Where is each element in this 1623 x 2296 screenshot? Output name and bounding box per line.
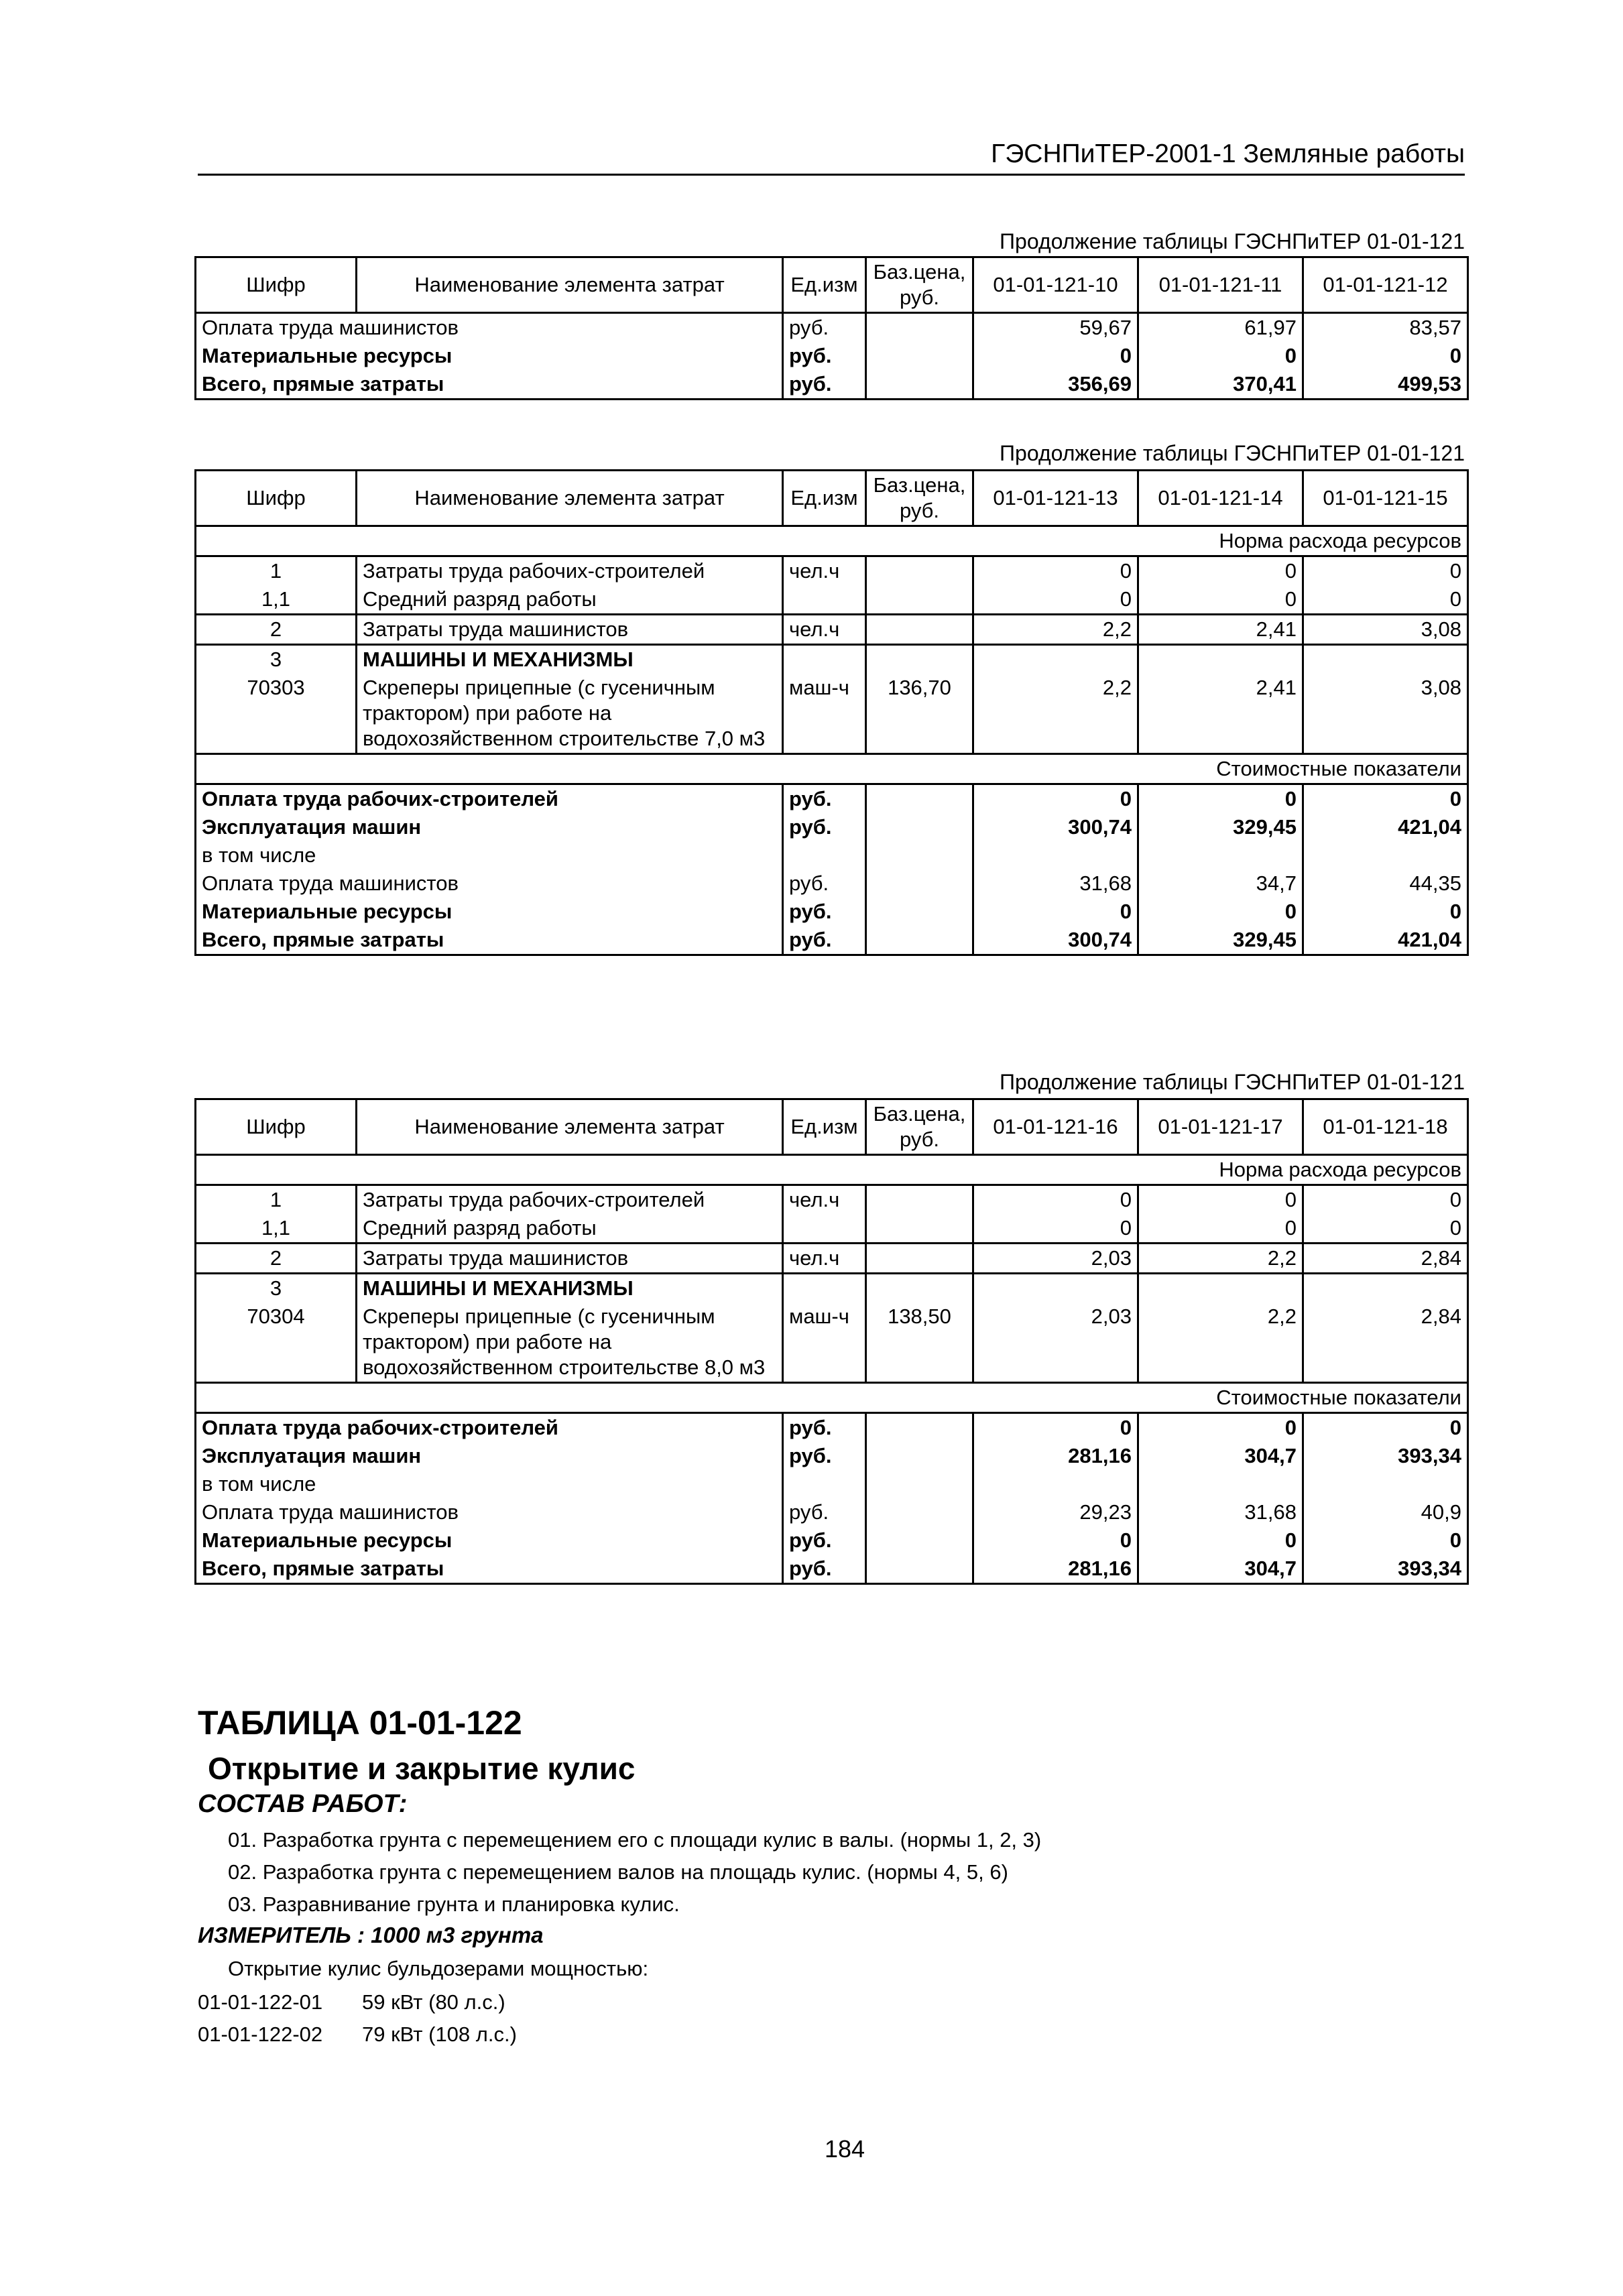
col-price-header: Баз.цена, руб. — [866, 471, 973, 526]
col-code-header: Шифр — [196, 1099, 357, 1155]
page-number: 184 — [824, 2135, 865, 2163]
norm-description: 59 кВт (80 л.с.) — [362, 1990, 505, 2014]
section-costs-label: Стоимостные показатели — [196, 1383, 1468, 1413]
norm-code: 01-01-122-02 — [198, 2022, 323, 2046]
meter-label: ИЗМЕРИТЕЛЬ : 1000 м3 грунта — [198, 1923, 544, 1947]
table-row: в том числе — [196, 1470, 1468, 1498]
table-row: Всего, прямые затраты руб. 356,69 370,41 499,53 — [196, 370, 1468, 400]
table2-continuation: Продолжение таблицы ГЭСНПиТЕР 01-01-121 — [1000, 441, 1465, 465]
col-name-header: Наименование элемента затрат — [357, 471, 783, 526]
table1-continuation: Продолжение таблицы ГЭСНПиТЕР 01-01-121 — [1000, 229, 1465, 253]
norm-code: 01-01-122-01 — [198, 1990, 323, 2014]
section-costs-label: Стоимостные показатели — [196, 754, 1468, 784]
table-row: в том числе — [196, 841, 1468, 869]
table-row: Эксплуатация машин руб. 281,16 304,7 393,34 — [196, 1442, 1468, 1470]
table-row: Оплата труда машинистов руб. 59,67 61,97 83,57 — [196, 313, 1468, 343]
section-title: ТАБЛИЦА 01-01-122 — [198, 1704, 522, 1742]
work-item: 01. Разработка грунта с перемещением его с площади кулис в валы. (нормы 1, 2, 3) — [228, 1828, 1042, 1852]
col-code-3: 01-01-121-12 — [1303, 257, 1468, 313]
col-code-header: Шифр — [196, 257, 357, 313]
col-unit-header: Ед.изм — [783, 1099, 866, 1155]
table-row: Оплата труда рабочих-строителей руб. 0 0 0 — [196, 784, 1468, 814]
col-code-2: 01-01-121-11 — [1138, 257, 1303, 313]
table3-continuation: Продолжение таблицы ГЭСНПиТЕР 01-01-121 — [1000, 1070, 1465, 1094]
table-row: 1,1 Средний разряд работы 0 0 0 — [196, 1214, 1468, 1244]
col-code-1: 01-01-121-10 — [973, 257, 1138, 313]
section-norms-label: Норма расхода ресурсов — [196, 1155, 1468, 1185]
col-code-1: 01-01-121-16 — [973, 1099, 1138, 1155]
table-row: Оплата труда машинистов руб. 29,23 31,68 40,9 — [196, 1498, 1468, 1526]
col-unit-header: Ед.изм — [783, 257, 866, 313]
col-price-header: Баз.цена, руб. — [866, 257, 973, 313]
table-row: 1 Затраты труда рабочих-строителей чел.ч 0 0 0 — [196, 556, 1468, 586]
composition-heading: СОСТАВ РАБОТ: — [198, 1790, 408, 1818]
table-row: Материальные ресурсы руб. 0 0 0 — [196, 1526, 1468, 1555]
table-row: 3 МАШИНЫ И МЕХАНИЗМЫ — [196, 1274, 1468, 1303]
col-code-2: 01-01-121-14 — [1138, 471, 1303, 526]
table-row: Всего, прямые затраты руб. 281,16 304,7 393,34 — [196, 1555, 1468, 1584]
col-unit-header: Ед.изм — [783, 471, 866, 526]
table-row: Материальные ресурсы руб. 0 0 0 — [196, 342, 1468, 370]
table-row: Оплата труда машинистов руб. 31,68 34,7 44,35 — [196, 869, 1468, 898]
col-price-header: Баз.цена, руб. — [866, 1099, 973, 1155]
table-row: 2 Затраты труда машинистов чел.ч 2,03 2,2 2,84 — [196, 1244, 1468, 1274]
page-header: ГЭСНПиТЕР-2001-1 Земляные работы — [198, 137, 1465, 176]
work-item: 02. Разработка грунта с перемещением валов на площадь кулис. (нормы 4, 5, 6) — [228, 1860, 1008, 1884]
intro-text: Открытие кулис бульдозерами мощностью: — [228, 1957, 649, 1980]
table1 — [194, 256, 1469, 400]
table-row: 1,1 Средний разряд работы 0 0 0 — [196, 585, 1468, 615]
table3 — [194, 1098, 1469, 1585]
table-row: Оплата труда рабочих-строителей руб. 0 0 0 — [196, 1413, 1468, 1443]
section-subtitle: Открытие и закрытие кулис — [208, 1751, 636, 1786]
col-code-1: 01-01-121-13 — [973, 471, 1138, 526]
table-row: Материальные ресурсы руб. 0 0 0 — [196, 898, 1468, 926]
table-row: 2 Затраты труда машинистов чел.ч 2,2 2,41 3,08 — [196, 615, 1468, 645]
col-name-header: Наименование элемента затрат — [357, 257, 783, 313]
table-row: 70303 Скреперы прицепные (с гусеничным трактором) при работе на водохозяйственном строительстве 7,0 м3 маш-ч 136,70 2,2 2,41 3,08 — [196, 674, 1468, 754]
table-row: Эксплуатация машин руб. 300,74 329,45 421,04 — [196, 813, 1468, 841]
col-code-header: Шифр — [196, 471, 357, 526]
table2 — [194, 469, 1469, 956]
col-code-3: 01-01-121-15 — [1303, 471, 1468, 526]
col-code-2: 01-01-121-17 — [1138, 1099, 1303, 1155]
col-code-3: 01-01-121-18 — [1303, 1099, 1468, 1155]
norm-description: 79 кВт (108 л.с.) — [362, 2022, 517, 2046]
col-name-header: Наименование элемента затрат — [357, 1099, 783, 1155]
work-item: 03. Разравнивание грунта и планировка кулис. — [228, 1892, 680, 1916]
section-norms-label: Норма расхода ресурсов — [196, 526, 1468, 556]
table-row: 70304 Скреперы прицепные (с гусеничным трактором) при работе на водохозяйственном строительстве 8,0 м3 маш-ч 138,50 2,03 2,2 2,84 — [196, 1303, 1468, 1383]
table-row: 1 Затраты труда рабочих-строителей чел.ч 0 0 0 — [196, 1185, 1468, 1215]
table-row: Всего, прямые затраты руб. 300,74 329,45 421,04 — [196, 926, 1468, 955]
table-row: 3 МАШИНЫ И МЕХАНИЗМЫ — [196, 645, 1468, 674]
